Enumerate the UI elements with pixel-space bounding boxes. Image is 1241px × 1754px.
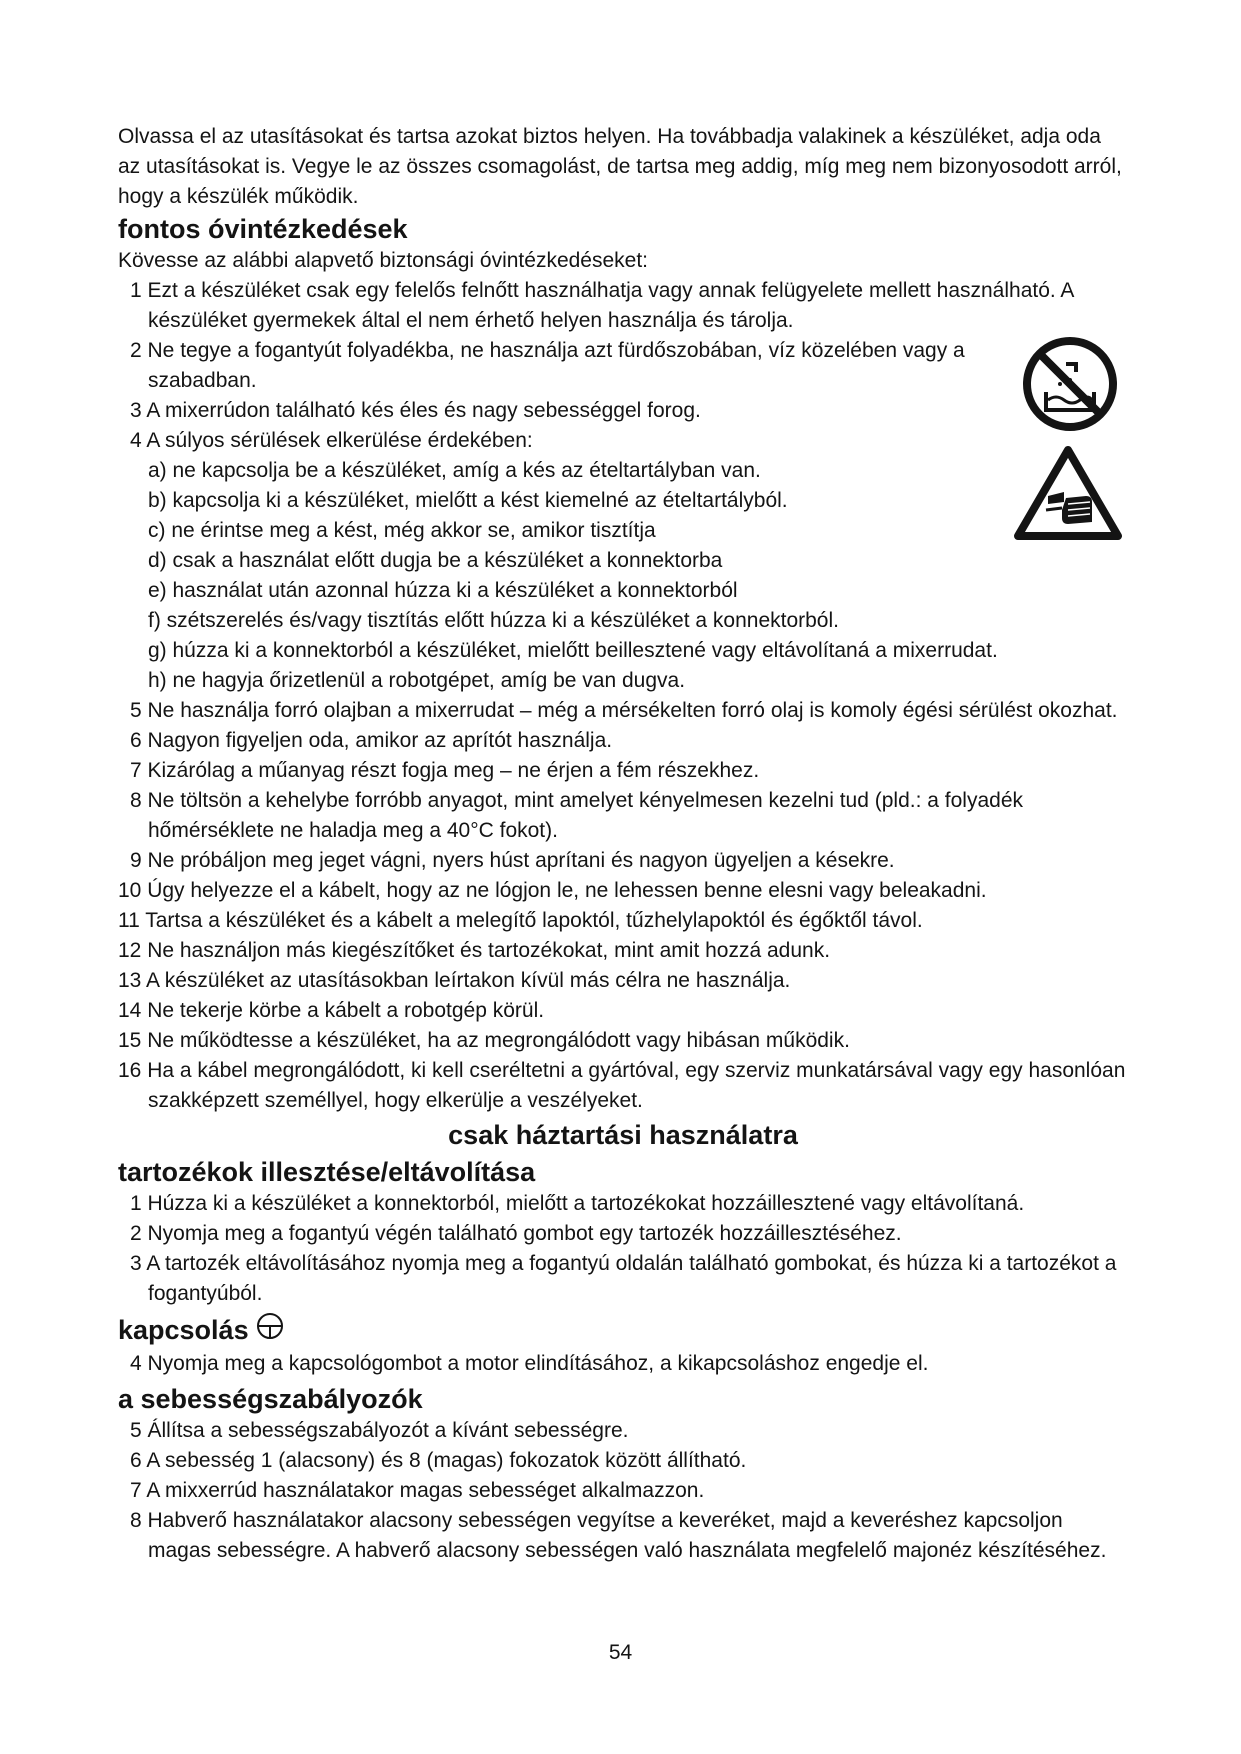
safety-subitem-g: g) húzza ki a konnektorból a készüléket, mielőtt beillesztené vagy eltávolítaná a mixerrudat. [148,639,998,662]
speed-item-7: 7 A mixxerrúd használatakor magas sebességet alkalmazzon. [130,1479,705,1502]
speed-item-6: 6 A sebesség 1 (alacsony) és 8 (magas) fokozatok között állítható. [130,1449,747,1472]
power-button-icon [255,1311,285,1349]
safety-subitem-a: a) ne kapcsolja be a készüléket, amíg a kés az ételtartályban van. [148,459,761,482]
safety-item-13: 13 A készüléket az utasításokban leírtakon kívül más célra ne használja. [118,969,791,992]
safety-lead: Kövesse az alábbi alapvető biztonsági óvintézkedéseket: [118,249,649,272]
safety-item-15: 15 Ne működtesse a készüléket, ha az megrongálódott vagy hibásan működik. [118,1029,850,1052]
safety-item-16: 16 Ha a kábel megrongálódott, ki kell cseréltetni a gyártóval, egy szerviz munkatársával vagy egy hasonlóan szakképzett személlyel, hogy elkerülje a veszélyeket. [118,1059,1126,1112]
no-water-immersion-icon [1020,334,1120,439]
safety-subitem-c: c) ne érintse meg a kést, még akkor se, amikor tisztítja [148,519,656,542]
switching-heading-row [118,1311,1128,1349]
intro-paragraph: Olvassa el az utasításokat és tartsa azokat biztos helyen. Ha továbbadja valakinek a készüléket, adja oda az utasításokat is. Vegye le az összes csomagolást, de tartsa meg addig, míg meg nem bizonyosodott arról, hogy a készülék működik. [118,125,1122,208]
attachments-item-3: 3 A tartozék eltávolításához nyomja meg a fogantyú oldalán található gombokat, és húzza ki a tartozékot a fogantyúból. [130,1252,1117,1305]
safety-subitem-b: b) kapcsolja ki a készüléket, mielőtt a kést kiemelné az ételtartályból. [148,489,788,512]
safety-item-2: 2 Ne tegye a fogantyút folyadékba, ne használja azt fürdőszobában, víz közelében vagy a szabadban. [130,339,965,392]
safety-item-4: 4 A súlyos sérülések elkerülése érdekében: [130,429,533,452]
safety-subitem-f: f) szétszerelés és/vagy tisztítás előtt húzza ki a készüléket a konnektorból. [148,609,839,632]
safety-item-9: 9 Ne próbáljon meg jeget vágni, nyers húst aprítani és nagyon ügyeljen a késekre. [130,849,895,872]
speed-item-5: 5 Állítsa a sebességszabályozót a kívánt sebességre. [130,1419,629,1442]
safety-item-10: 10 Úgy helyezze el a kábelt, hogy az ne lógjon le, ne lehessen benne elesni vagy beleakadni. [118,879,987,902]
safety-item-14: 14 Ne tekerje körbe a kábelt a robotgép körül. [118,999,545,1022]
safety-item-8: 8 Ne töltsön a kehelybe forróbb anyagot, mint amelyet kényelmesen kezelni tud (pld.: a folyadék hőmérséklete ne haladja meg a 40°C fokot). [130,789,1024,842]
switching-heading: kapcsolás [118,1315,249,1345]
safety-item-3: 3 A mixerrúdon található kés éles és nagy sebességgel forog. [130,399,701,422]
safety-item-6: 6 Nagyon figyeljen oda, amikor az aprítót használja. [130,729,613,752]
safety-item-1: 1 Ezt a készüléket csak egy felelős felnőtt használhatja vagy annak felügyelete mellett használható. A készüléket gyermekek által el nem érhető helyen használja és tárolja. [130,279,1074,332]
safety-item-7: 7 Kizárólag a műanyag részt fogja meg – ne érjen a fém részekhez. [130,759,760,782]
attachments-heading: tartozékok illesztése/eltávolítása [118,1157,536,1187]
speed-item-8: 8 Habverő használatakor alacsony sebességen vegyítse a keveréket, majd a keveréshez kapcsoljon magas sebességre. A habverő alacsony sebességen való használata megfelelő majonéz készítéséhez. [130,1509,1107,1562]
safety-heading: fontos óvintézkedések [118,214,408,244]
speed-heading: a sebességszabályozók [118,1384,423,1414]
sharp-blade-warning-icon [1012,444,1124,547]
safety-subitem-d: d) csak a használat előtt dugja be a készüléket a konnektorba [148,549,723,572]
page-number: 54 [608,1641,633,1664]
safety-subitem-e: e) használat után azonnal húzza ki a készüléket a konnektorból [148,579,738,602]
safety-item-11: 11 Tartsa a készüléket és a kábelt a melegítő lapoktól, tűzhelylapoktól és égőktől távol. [118,909,923,932]
safety-item-5: 5 Ne használja forró olajban a mixerrudat – még a mérsékelten forró olaj is komoly égési sérülést okozhat. [130,699,1118,722]
safety-item-12: 12 Ne használjon más kiegészítőket és tartozékokat, mint amit hozzá adunk. [118,939,831,962]
safety-subitem-h: h) ne hagyja őrizetlenül a robotgépet, amíg be van dugva. [148,669,686,692]
manual-page [118,122,1128,1566]
household-use-note: csak háztartási használatra [448,1120,798,1150]
switching-item-4: 4 Nyomja meg a kapcsológombot a motor elindításához, a kikapcsoláshoz engedje el. [130,1352,929,1375]
attachments-item-2: 2 Nyomja meg a fogantyú végén található gombot egy tartozék hozzáillesztéséhez. [130,1222,902,1245]
attachments-item-1: 1 Húzza ki a készüléket a konnektorból, mielőtt a tartozékokat hozzáillesztené vagy eltávolítaná. [130,1192,1025,1215]
